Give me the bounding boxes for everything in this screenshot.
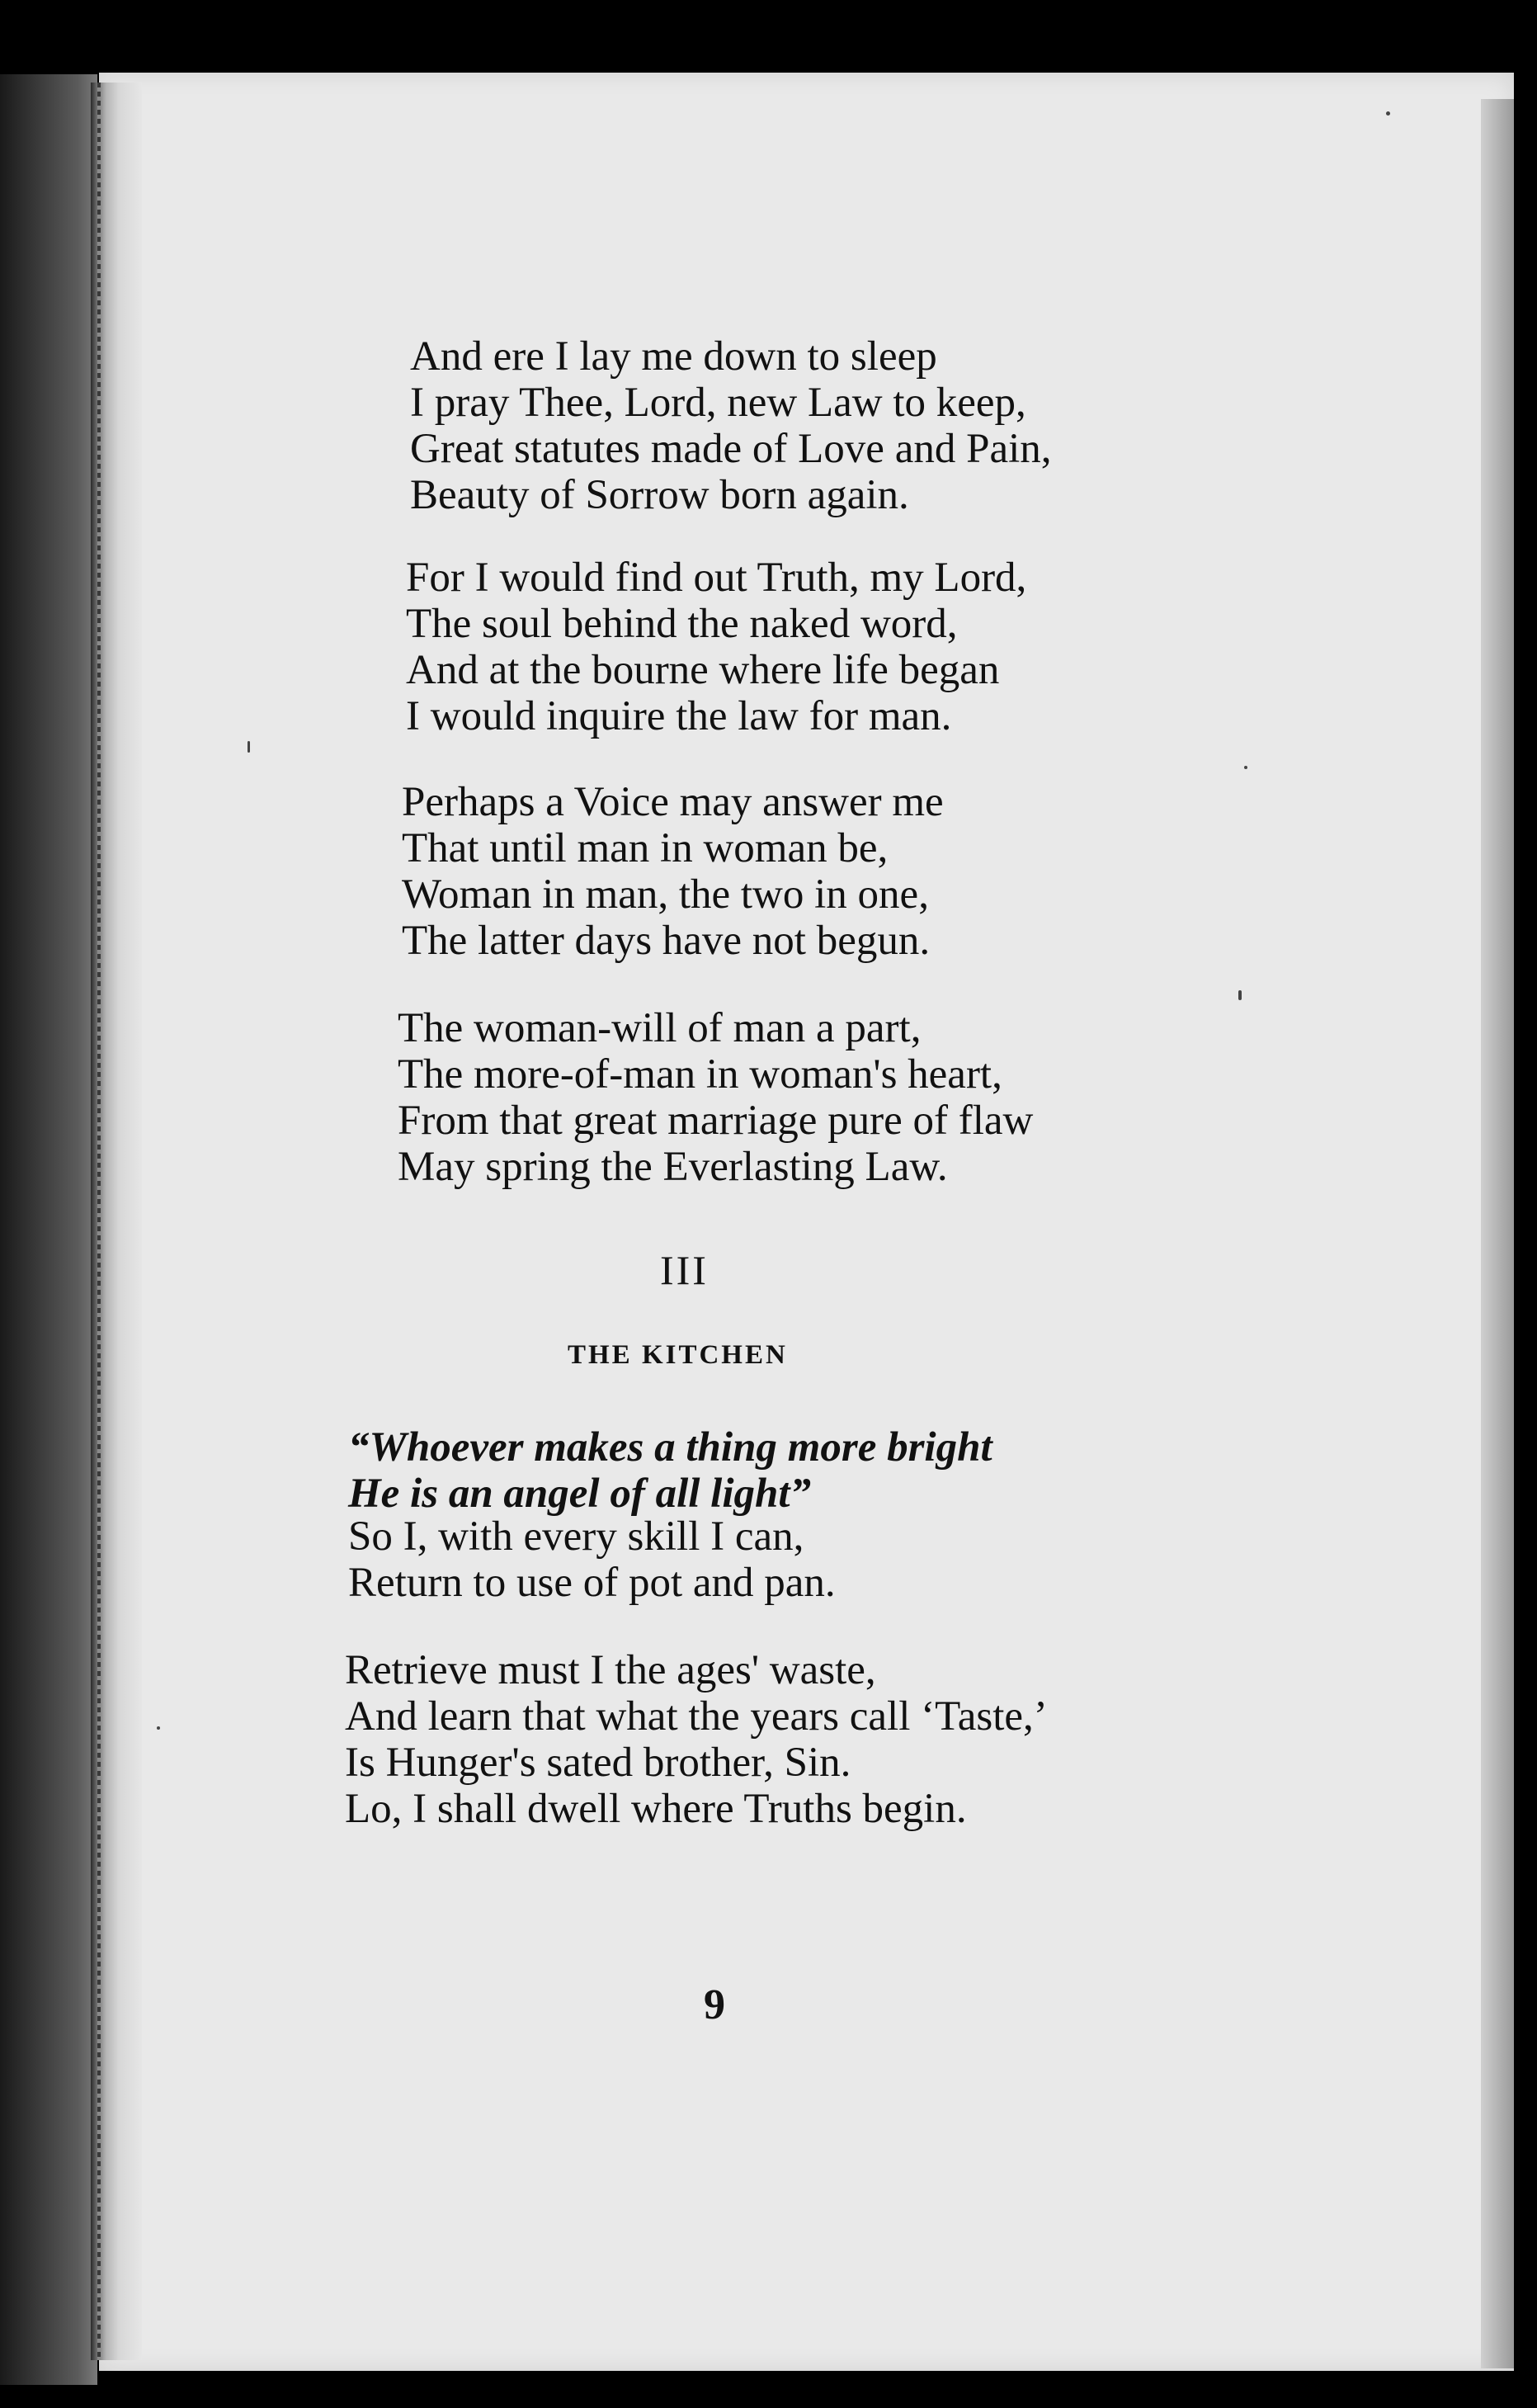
- poem-line: So I, with every skill I can,: [348, 1513, 804, 1560]
- poem-line: I pray Thee, Lord, new Law to keep,: [410, 380, 1026, 426]
- poem-line: The more-of-man in woman's heart,: [398, 1051, 1002, 1098]
- poem-line: May spring the Everlasting Law.: [398, 1144, 948, 1190]
- poem-line: And learn that what the years call ‘Taste,’: [345, 1693, 1048, 1740]
- stanza-1: [410, 333, 1052, 518]
- poem-line: The soul behind the naked word,: [406, 601, 958, 647]
- page-edge-shadow: [1481, 99, 1514, 2368]
- epigraph: [348, 1424, 992, 1517]
- poem-line: Is Hunger's sated brother, Sin.: [345, 1740, 851, 1786]
- scan-speck: [1238, 990, 1242, 1000]
- poem-line: The latter days have not begun.: [402, 918, 931, 964]
- epigraph-line: He is an angel of all light”: [348, 1471, 812, 1517]
- scan-speck: [1386, 111, 1390, 116]
- scan-speck: [157, 1726, 160, 1730]
- poem-line: That until man in woman be,: [402, 825, 889, 871]
- book-gutter: [91, 83, 142, 2360]
- left-page-edge: [0, 74, 97, 2385]
- stanza-2: [406, 555, 1026, 739]
- stanza-3: [402, 779, 944, 964]
- poem-line: From that great marriage pure of flaw: [398, 1098, 1034, 1144]
- page-number: 9: [704, 1981, 725, 2028]
- stanza-4: [398, 1005, 1033, 1190]
- section-numeral: III: [660, 1247, 709, 1293]
- poem-line: For I would find out Truth, my Lord,: [406, 555, 1027, 601]
- stanza-6: [345, 1647, 1048, 1832]
- poem-line: The woman-will of man a part,: [398, 1005, 922, 1051]
- poem-line: I would inquire the law for man.: [406, 693, 952, 739]
- epigraph-line: “Whoever makes a thing more bright: [348, 1424, 992, 1471]
- poem-line: And ere I lay me down to sleep: [410, 333, 937, 380]
- poem-line: Lo, I shall dwell where Truths begin.: [345, 1786, 967, 1832]
- stanza-5: [348, 1513, 836, 1606]
- poem-line: Woman in man, the two in one,: [402, 871, 929, 918]
- section-title: THE KITCHEN: [568, 1340, 788, 1370]
- scan-speck: [1244, 766, 1247, 769]
- scan-speck: [248, 741, 250, 753]
- poem-line: Perhaps a Voice may answer me: [402, 779, 944, 825]
- poem-line: Great statutes made of Love and Pain,: [410, 426, 1052, 472]
- poem-line: And at the bourne where life began: [406, 647, 1000, 693]
- poem-line: Retrieve must I the ages' waste,: [345, 1647, 876, 1693]
- poem-line: Beauty of Sorrow born again.: [410, 472, 909, 518]
- poem-line: Return to use of pot and pan.: [348, 1560, 836, 1606]
